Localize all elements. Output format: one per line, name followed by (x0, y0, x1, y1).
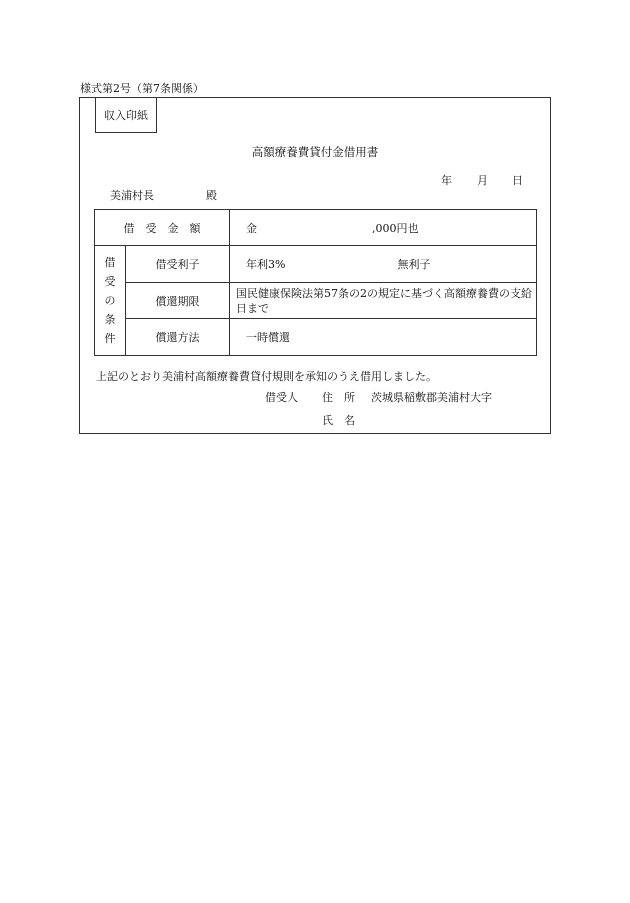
amount-suffix: ,000円也 (372, 221, 419, 235)
table-row-interest (95, 246, 537, 283)
address-label: 住 所 (322, 391, 355, 404)
date-month: 月 (477, 174, 488, 187)
addressee (110, 187, 217, 203)
conditions-char: 条 (104, 313, 116, 326)
date-day: 日 (512, 174, 523, 187)
interest-value (230, 246, 537, 283)
interest-rate: 年利3% (246, 258, 286, 271)
borrower-role: 借受人 (265, 391, 298, 404)
amount-field (230, 210, 537, 246)
form-number: 様式第2号（第7条関係） (80, 82, 204, 95)
document-title: 高額療養費貸付金借用書 (251, 145, 379, 159)
conditions-char: 借 (104, 256, 116, 269)
conditions-char: 受 (104, 275, 116, 288)
repayment-due-label: 償還期限 (126, 283, 230, 319)
repayment-method-value: 一時償還 (230, 319, 537, 356)
addressee-name: 美浦村長 (110, 189, 154, 202)
conditions-label (95, 246, 126, 356)
table-row-repayment-due (95, 283, 537, 319)
repayment-due-value: 国民健康保険法第57条の2の規定に基づく高額療養費の支給日まで (230, 283, 537, 319)
revenue-stamp-box (95, 97, 157, 133)
loan-table (94, 209, 537, 356)
amount-label: 借 受 金 額 (95, 210, 230, 246)
conditions-char: 件 (104, 332, 116, 345)
table-row-repayment-method (95, 319, 537, 356)
address-value: 茨城県稲敷郡美浦村大字 (371, 391, 492, 404)
interest-label: 借受利子 (126, 246, 230, 283)
revenue-stamp-label: 収入印紙 (104, 108, 148, 122)
name-label: 氏 名 (322, 414, 355, 427)
table-row-amount (95, 210, 537, 246)
amount-prefix: 金 (246, 221, 257, 235)
repayment-method-label: 償還方法 (126, 319, 230, 356)
interest-free: 無利子 (397, 258, 431, 271)
addressee-honorific: 殿 (206, 189, 217, 202)
date-year: 年 (441, 174, 452, 187)
conditions-char: の (104, 294, 116, 307)
statement-text: 上記のとおり美浦村高額療養費貸付規則を承知のうえ借用しました。 (96, 370, 437, 383)
